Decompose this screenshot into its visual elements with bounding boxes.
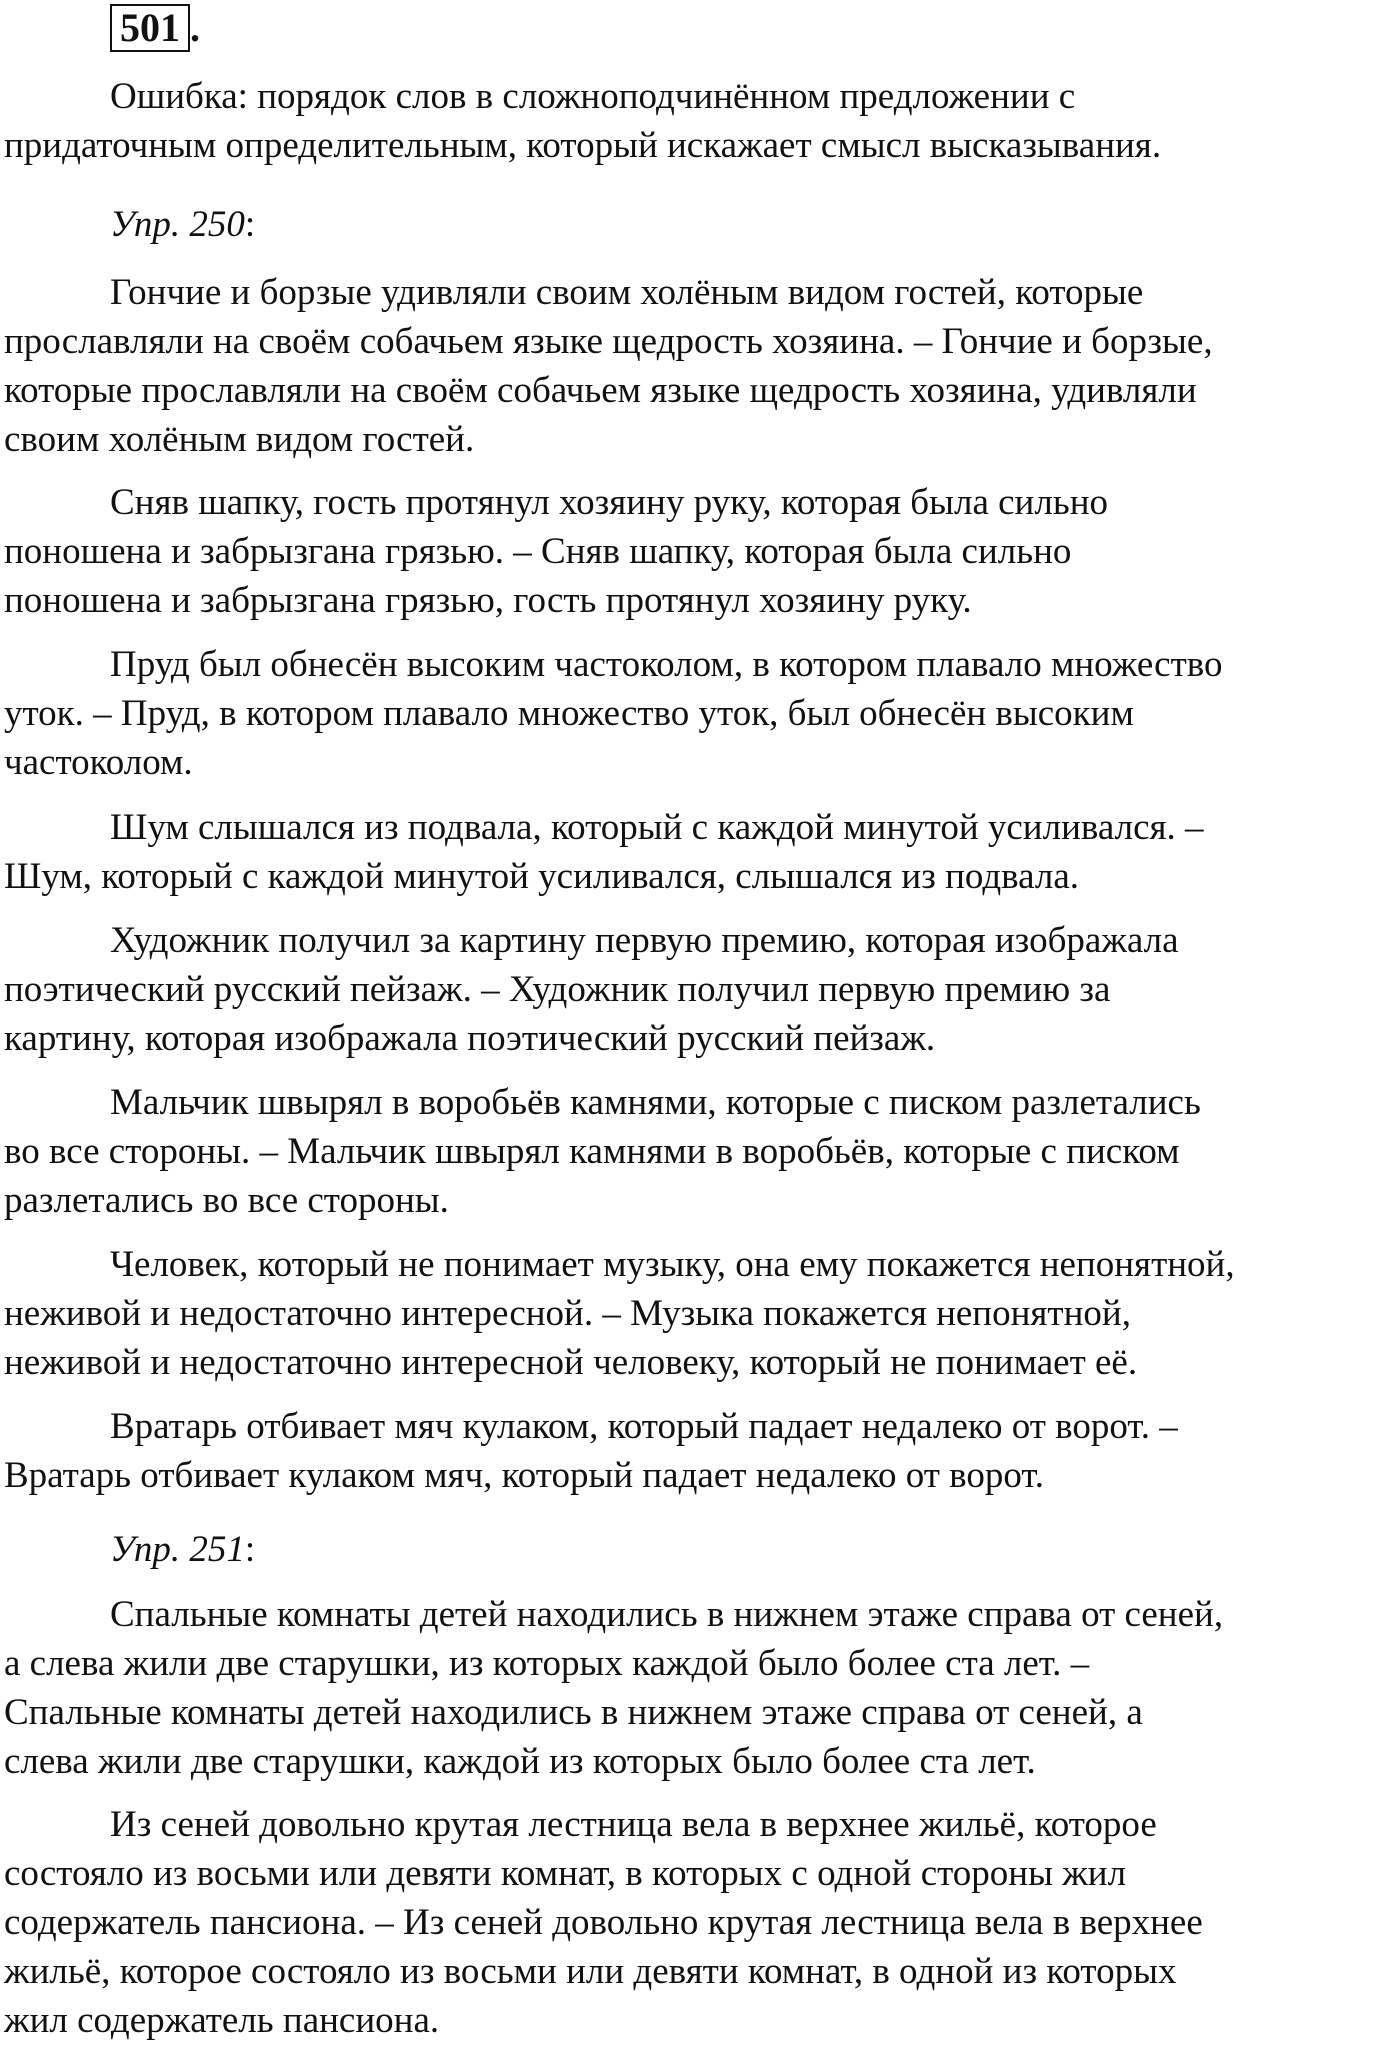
text-line: уток. – Пруд, в котором плавало множество уток, был обнесён высоким <box>4 693 1134 734</box>
section-heading-colon: : <box>244 204 256 245</box>
exercise-number-dot: . <box>190 5 200 50</box>
section-heading-251 <box>110 1525 255 1574</box>
text-line: жил содержатель пансиона. <box>4 2000 440 2041</box>
section-heading-label: Упр. 250 <box>110 204 245 245</box>
text-line: своим холёным видом гостей. <box>4 419 475 460</box>
text-line: Вратарь отбивает кулаком мяч, который падает недалеко от ворот. <box>4 1455 1045 1496</box>
intro-paragraph <box>4 72 1396 170</box>
paragraph <box>4 640 1396 787</box>
text-line: Пруд был обнесён высоким частоколом, в котором плавало множество <box>110 644 1223 685</box>
text-line: Сняв шапку, гость протянул хозяину руку, которая была сильно <box>110 482 1108 523</box>
text-line: Шум слышался из подвала, который с каждой минутой усиливался. – <box>110 807 1204 848</box>
paragraph <box>4 1590 1396 1786</box>
text-line: придаточным определительным, который искажает смысл высказывания. <box>4 125 1162 166</box>
text-line: Художник получил за картину первую премию, которая изображала <box>110 920 1179 961</box>
text-line: поношена и забрызгана грязью. – Сняв шапку, которая была сильно <box>4 531 1072 572</box>
paragraph <box>4 1800 1396 2045</box>
text-line: Человек, который не понимает музыку, она ему покажется непонятной, <box>110 1244 1235 1285</box>
paragraph <box>4 478 1396 625</box>
text-line: разлетались во все стороны. <box>4 1180 449 1221</box>
text-line: состояло из восьми или девяти комнат, в которых с одной стороны жил <box>4 1853 1127 1894</box>
text-line: неживой и недостаточно интересной человеку, который не понимает её. <box>4 1342 1138 1383</box>
text-line: прославляли на своём собачьем языке щедрость хозяина. – Гончие и борзые, <box>4 321 1213 362</box>
text-line: Ошибка: порядок слов в сложноподчинённом предложении с <box>110 76 1076 117</box>
text-line: а слева жили две старушки, из которых каждой было более ста лет. – <box>4 1643 1090 1684</box>
text-line: Спальные комнаты детей находились в нижнем этаже справа от сеней, <box>110 1594 1224 1635</box>
text-line: картину, которая изображала поэтический русский пейзаж. <box>4 1018 936 1059</box>
text-line: содержатель пансиона. – Из сеней довольно крутая лестница вела в верхнее <box>4 1902 1203 1943</box>
text-line: поношена и забрызгана грязью, гость протянул хозяину руку. <box>4 580 972 621</box>
text-line: неживой и недостаточно интересной. – Музыка покажется непонятной, <box>4 1293 1131 1334</box>
section-heading-colon: : <box>244 1529 256 1570</box>
section-heading-250 <box>110 200 255 249</box>
text-line: во все стороны. – Мальчик швырял камнями в воробьёв, которые с писком <box>4 1131 1180 1172</box>
text-line: Мальчик швырял в воробьёв камнями, которые с писком разлетались <box>110 1082 1201 1123</box>
paragraph <box>4 1402 1396 1500</box>
text-line: слева жили две старушки, каждой из которых было более ста лет. <box>4 1741 1036 1782</box>
section-heading-label: Упр. 251 <box>110 1529 245 1570</box>
text-line: которые прославляли на своём собачьем языке щедрость хозяина, удивляли <box>4 370 1197 411</box>
text-line: Вратарь отбивает мяч кулаком, который падает недалеко от ворот. – <box>110 1406 1178 1447</box>
text-line: Гончие и борзые удивляли своим холёным видом гостей, которые <box>110 272 1144 313</box>
paragraph <box>4 916 1396 1063</box>
paragraph <box>4 1240 1396 1387</box>
text-line: Шум, который с каждой минутой усиливался, слышался из подвала. <box>4 856 1080 897</box>
paragraph <box>4 803 1396 901</box>
text-line: Из сеней довольно крутая лестница вела в верхнее жильё, которое <box>110 1804 1157 1845</box>
paragraph <box>4 1078 1396 1225</box>
text-line: жильё, которое состояло из восьми или девяти комнат, в одной из которых <box>4 1951 1177 1992</box>
text-line: Спальные комнаты детей находились в нижнем этаже справа от сеней, а <box>4 1692 1143 1733</box>
exercise-number <box>110 4 200 52</box>
text-line: частоколом. <box>4 742 193 783</box>
text-line: поэтический русский пейзаж. – Художник получил первую премию за <box>4 969 1111 1010</box>
paragraph <box>4 268 1396 464</box>
exercise-number-box: 501 <box>110 4 190 52</box>
